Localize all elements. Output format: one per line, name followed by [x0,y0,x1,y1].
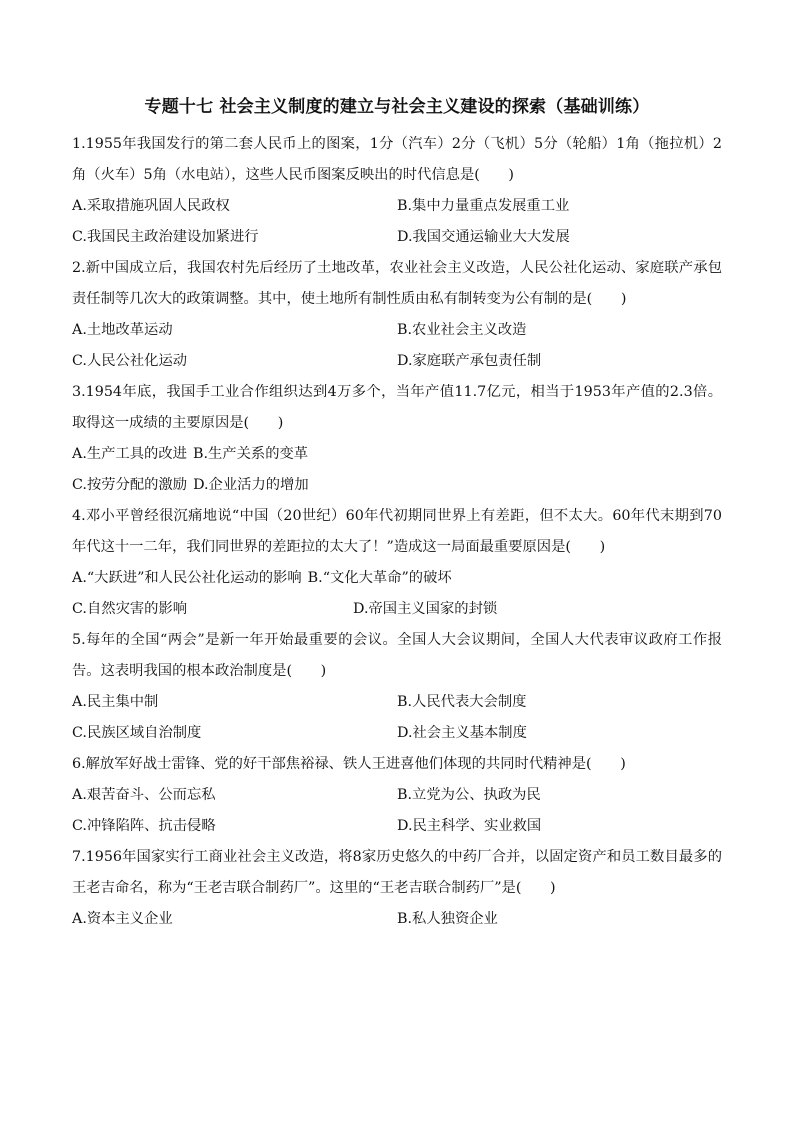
option-list [72,687,722,749]
question-stem: 4.邓小平曾经很沉痛地说“中国（20世纪）60年代初期同世界上有差距，但不太大。60年代末期到70年代这十一二年，我们同世界的差距拉的太大了！”造成这一局面最重要原因是( ) [72,508,722,555]
option-a: A.“大跃进”和人民公社化运动的影响 [72,570,302,586]
option-a: A.资本主义企业 [72,911,173,927]
question-stem: 3.1954年底，我国手工业合作组织达到4万多个，当年产值11.7亿元，相当于1953年产值的2.3倍。取得这一成绩的主要原因是( ) [72,384,722,431]
option-c: C.我国民主政治建设加紧进行 [72,229,259,245]
option-d: D.帝国主义国家的封锁 [353,601,498,617]
option-a: A.采取措施巩固人民政权 [72,198,230,214]
option-d: D.我国交通运输业大大发展 [397,229,570,245]
option-a: A.艰苦奋斗、公而忘私 [72,787,216,803]
question-3 [72,377,722,501]
question-1 [72,129,722,253]
option-c: C.按劳分配的激励 [72,477,188,493]
option-d: D.民主科学、实业救国 [397,818,542,834]
option-c: C.人民公社化运动 [72,353,188,369]
option-b: B.立党为公、执政为民 [397,787,541,803]
question-stem: 7.1956年国家实行工商业社会主义改造，将8家历史悠久的中药厂合并，以固定资产和员工数目最多的王老吉命名，称为“王老吉联合制药厂”。这里的“王老吉联合制药厂”是( ) [72,849,722,896]
question-7 [72,842,722,935]
option-list [72,191,722,253]
option-a: A.土地改革运动 [72,322,173,338]
question-stem: 6.解放军好战士雷锋、党的好干部焦裕禄、铁人王进喜他们体现的共同时代精神是( ) [72,756,626,772]
option-d: D.社会主义基本制度 [397,725,527,741]
document-page [72,92,722,935]
question-6 [72,749,722,842]
option-c: C.自然灾害的影响 [72,601,188,617]
option-b: B.农业社会主义改造 [397,322,527,338]
option-d: D.家庭联产承包责任制 [397,353,542,369]
option-a: A.民主集中制 [72,694,159,710]
option-list [72,439,722,501]
option-c: C.冲锋陷阵、抗击侵略 [72,818,216,834]
option-b: B.生产关系的变革 [192,446,309,462]
page-title: 专题十七 社会主义制度的建立与社会主义建设的探索（基础训练） [144,97,650,117]
option-list [72,563,722,625]
question-2 [72,253,722,377]
question-stem: 2.新中国成立后，我国农村先后经历了土地改革，农业社会主义改造，人民公社化运动、家庭联产承包责任制等几次大的政策调整。其中，使土地所有制性质由私有制转变为公有制的是( ) [72,260,722,307]
option-list [72,780,722,842]
option-b: B.“文化大革命”的破坏 [307,570,452,586]
question-stem: 1.1955年我国发行的第二套人民币上的图案，1分（汽车）2分（飞机）5分（轮船）1角（拖拉机）2角（火车）5角（水电站），这些人民币图案反映出的时代信息是( ) [72,136,722,183]
option-b: B.人民代表大会制度 [397,694,527,710]
option-b: B.私人独资企业 [397,911,498,927]
option-a: A.生产工具的改进 [72,446,187,462]
option-list [72,315,722,377]
question-stem: 5.每年的全国“两会”是新一年开始最重要的会议。全国人大会议期间，全国人大代表审议政府工作报告。这表明我国的根本政治制度是( ) [72,632,722,679]
question-5 [72,625,722,749]
option-c: C.民族区域自治制度 [72,725,202,741]
option-list [72,904,722,935]
option-b: B.集中力量重点发展重工业 [397,198,570,214]
option-d: D.企业活力的增加 [193,477,309,493]
question-4 [72,501,722,625]
